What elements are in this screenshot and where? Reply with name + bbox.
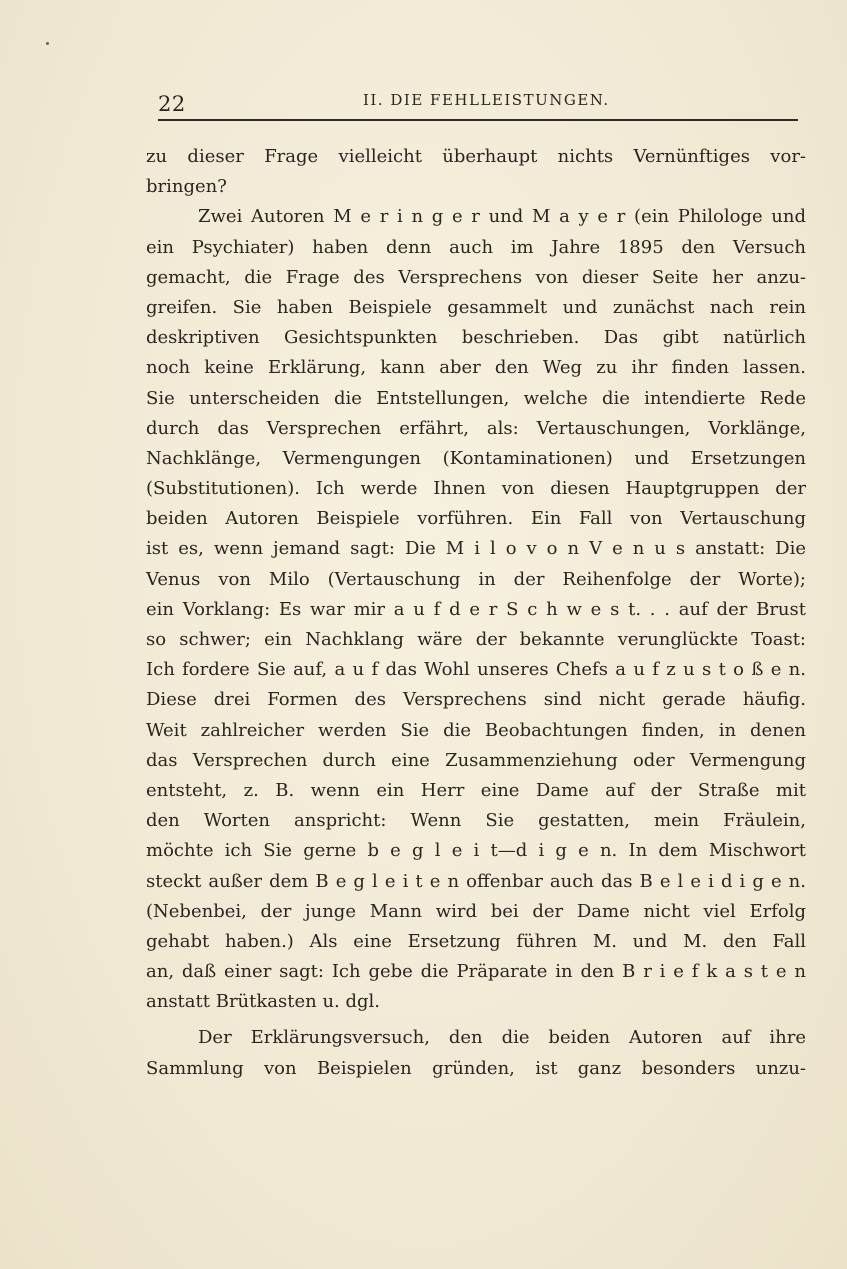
text-line: Diese drei Formen des Versprechens sind nicht gerade häufig. bbox=[146, 689, 806, 711]
page-header bbox=[158, 88, 798, 122]
text-line: greifen. Sie haben Beispiele gesammelt und zunächst nach rein bbox=[146, 296, 806, 318]
text-line: durch das Versprechen erfährt, als: Vertauschungen, Vorklänge, bbox=[146, 417, 806, 439]
text-line: möchte ich Sie gerne b e g l e i t—d i g e n. In dem Mischwort bbox=[146, 840, 806, 862]
page-number: 22 bbox=[158, 92, 186, 116]
text-line: den Worten anspricht: Wenn Sie gestatten, mein Fräulein, bbox=[146, 810, 806, 832]
running-head: II. DIE FEHLLEISTUNGEN. bbox=[363, 91, 610, 109]
ink-speck bbox=[46, 42, 49, 45]
text-line: entsteht, z. B. wenn ein Herr eine Dame auf der Straße mit bbox=[146, 779, 806, 801]
text-line: gehabt haben.) Als eine Ersetzung führen M. und M. den Fall bbox=[146, 930, 806, 952]
text-line: Venus von Milo (Vertauschung in der Reihenfolge der Worte); bbox=[146, 568, 806, 590]
text-line: ein Vorklang: Es war mir a u f d e r S c h w e s t. . . auf der Brust bbox=[146, 598, 806, 620]
text-line: zu dieser Frage vielleicht überhaupt nichts Vernünftiges vor- bbox=[146, 146, 806, 167]
text-line: Weit zahlreicher werden Sie die Beobachtungen finden, in denen bbox=[146, 719, 806, 741]
text-line: Sammlung von Beispielen gründen, ist ganz besonders unzu- bbox=[146, 1057, 806, 1079]
text-line: beiden Autoren Beispiele vorführen. Ein Fall von Vertauschung bbox=[146, 508, 806, 530]
text-line: das Versprechen durch eine Zusammenziehung oder Vermengung bbox=[146, 749, 806, 771]
text-line: deskriptiven Gesichtspunkten beschrieben. Das gibt natürlich bbox=[146, 327, 806, 349]
text-line: ein Psychiater) haben denn auch im Jahre 1895 den Versuch bbox=[146, 236, 806, 258]
text-line: an, daß einer sagt: Ich gebe die Präparate in den B r i e f k a s t e n bbox=[146, 961, 806, 983]
header-rule bbox=[158, 119, 798, 121]
text-line: Ich fordere Sie auf, a u f das Wohl unseres Chefs a u f z u s t o ß e n. bbox=[146, 659, 806, 681]
text-line: anstatt Brütkasten u. dgl. bbox=[146, 991, 381, 1013]
text-line: steckt außer dem B e g l e i t e n offenbar auch das B e l e i d i g e n. bbox=[146, 870, 806, 892]
text-line: so schwer; ein Nachklang wäre der bekannte verunglückte Toast: bbox=[146, 629, 806, 650]
text-line: noch keine Erklärung, kann aber den Weg zu ihr finden lassen. bbox=[146, 357, 806, 379]
body-text bbox=[146, 142, 806, 1084]
text-line: gemacht, die Frage des Versprechens von dieser Seite her anzu- bbox=[146, 266, 806, 288]
text-line: Zwei Autoren M e r i n g e r und M a y e r (ein Philologe und bbox=[198, 206, 806, 228]
text-line: Der Erklärungsversuch, den die beiden Autoren auf ihre bbox=[198, 1027, 806, 1049]
text-line: bringen? bbox=[146, 176, 227, 198]
text-line: (Nebenbei, der junge Mann wird bei der Dame nicht viel Erfolg bbox=[146, 900, 806, 922]
text-line: Nachklänge, Vermengungen (Kontaminationen) und Ersetzungen bbox=[146, 447, 806, 469]
text-line: ist es, wenn jemand sagt: Die M i l o v o n V e n u s anstatt: Die bbox=[146, 538, 806, 560]
text-line: Sie unterscheiden die Entstellungen, welche die intendierte Rede bbox=[146, 387, 806, 409]
text-line: (Substitutionen). Ich werde Ihnen von diesen Hauptgruppen der bbox=[146, 478, 806, 500]
